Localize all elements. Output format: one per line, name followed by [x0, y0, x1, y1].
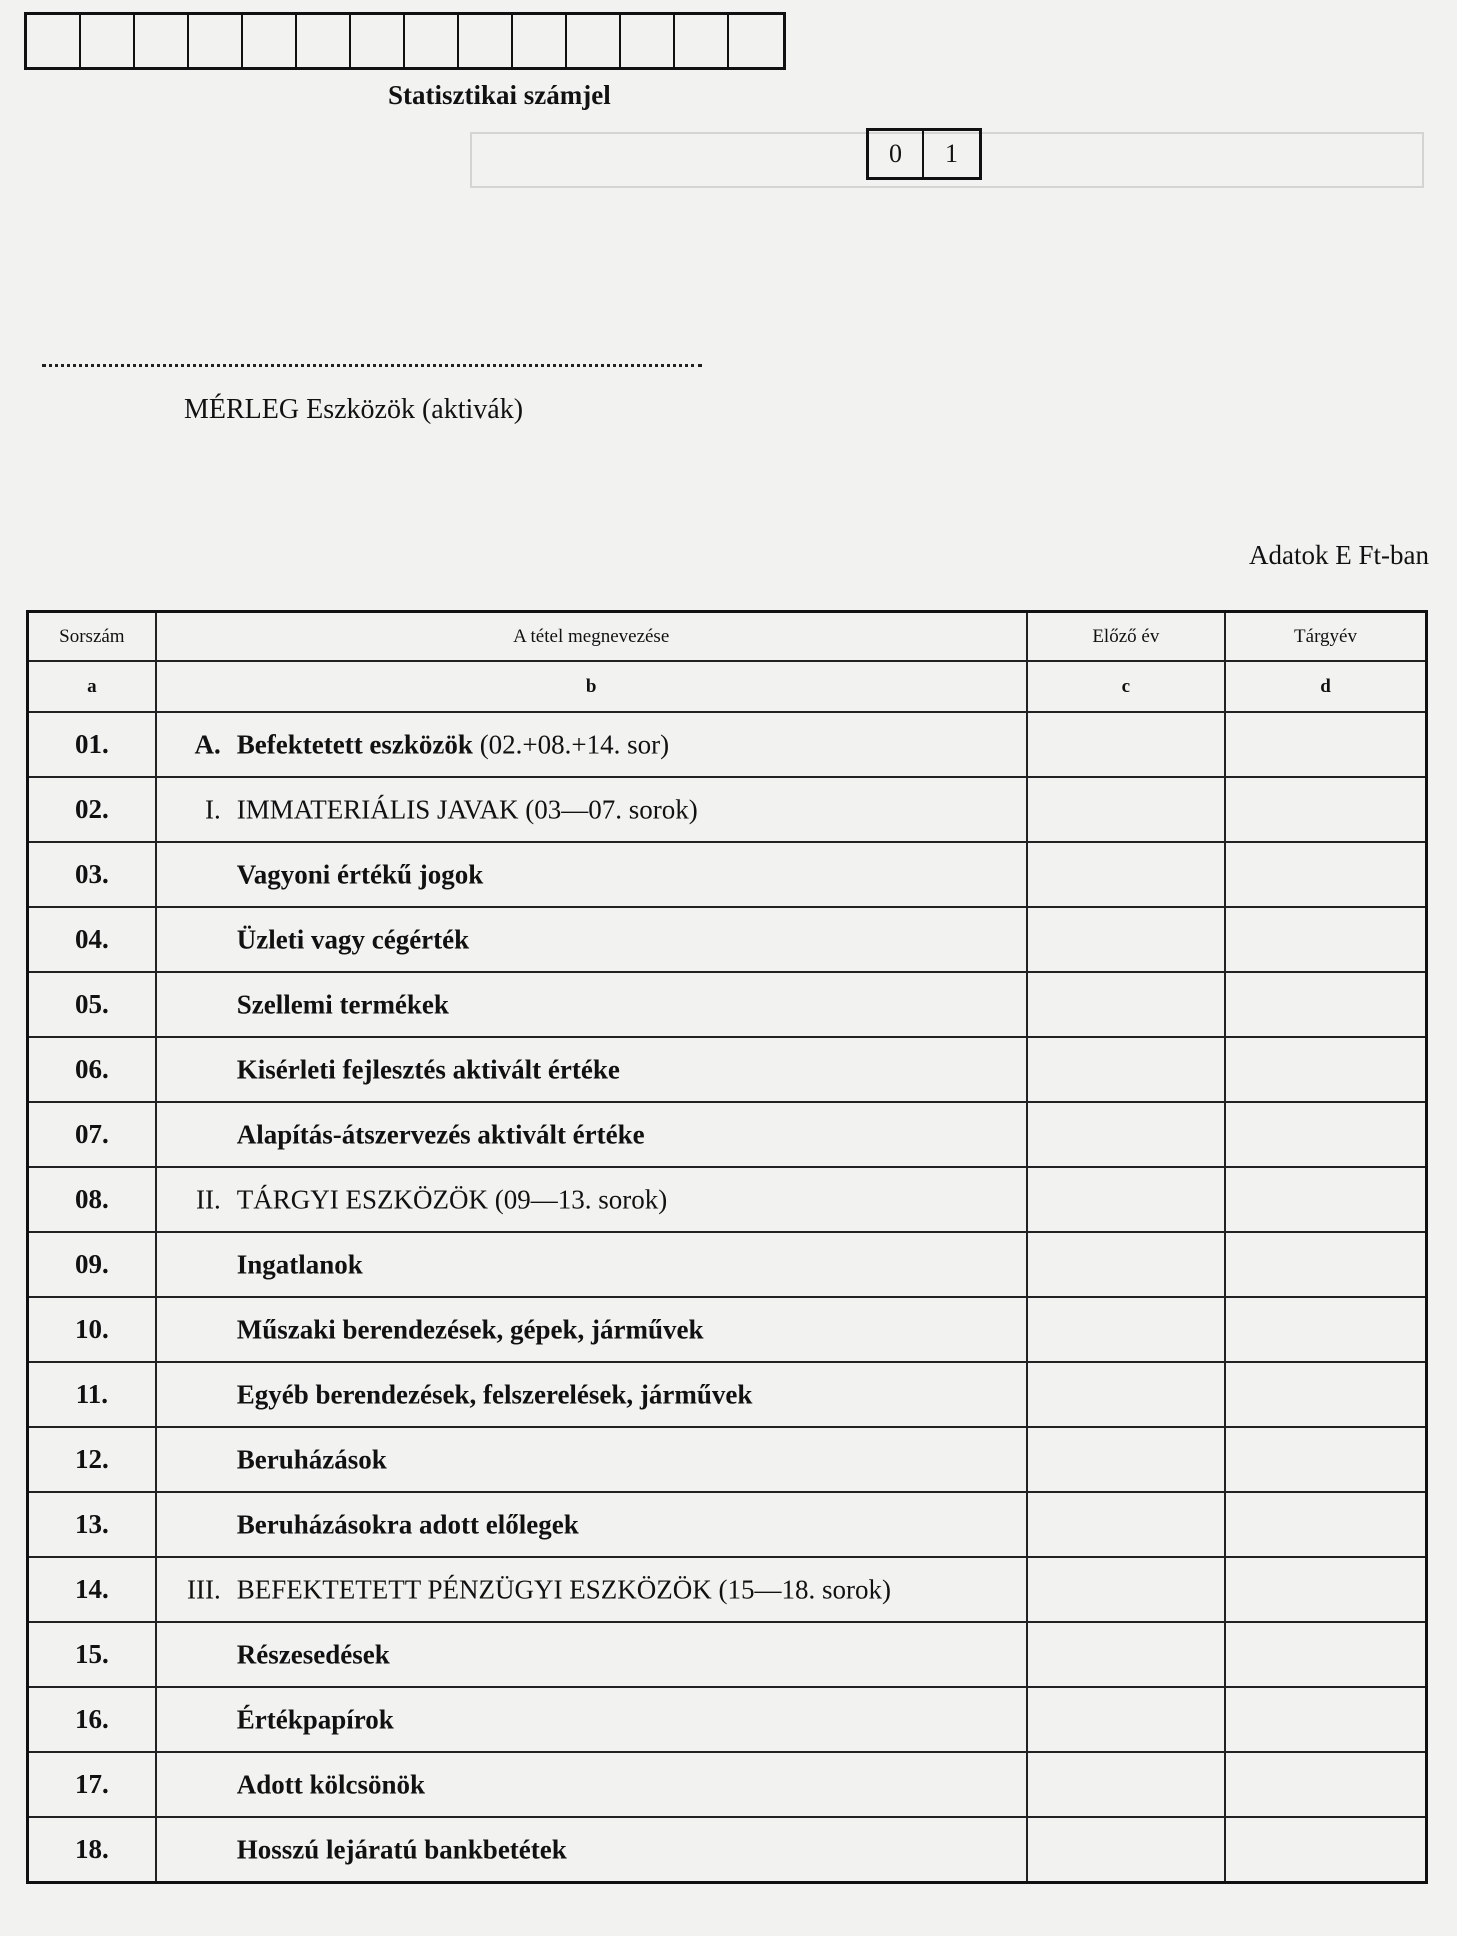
row-number: 18.: [28, 1817, 156, 1883]
row-number: 10.: [28, 1297, 156, 1362]
previous-year-value[interactable]: [1027, 1557, 1225, 1622]
table-row: [28, 712, 1427, 777]
item-label: Befektetett eszközök: [236, 729, 473, 759]
row-number: 11.: [28, 1362, 156, 1427]
item-text: [237, 1834, 567, 1865]
row-number: 13.: [28, 1492, 156, 1557]
current-year-value[interactable]: [1225, 1752, 1426, 1817]
item-name-cell: [156, 1297, 1027, 1362]
company-name-line[interactable]: [42, 364, 702, 367]
row-number: 07.: [28, 1102, 156, 1167]
table-row: [28, 1232, 1427, 1297]
table-row: [28, 1752, 1427, 1817]
statistical-code-label: Statisztikai számjel: [388, 80, 611, 110]
previous-year-value[interactable]: [1027, 1752, 1225, 1817]
row-number: 12.: [28, 1427, 156, 1492]
row-number: 04.: [28, 907, 156, 972]
previous-year-value[interactable]: [1027, 1232, 1225, 1297]
table-row: [28, 972, 1427, 1037]
item-label: IMMATERIÁLIS JAVAK (03—07. sorok): [236, 794, 698, 824]
item-text: [237, 989, 449, 1020]
table-row: [28, 1297, 1427, 1362]
table-row: [28, 1557, 1427, 1622]
header-letter-d: d: [1225, 661, 1426, 712]
previous-year-value[interactable]: [1027, 907, 1225, 972]
header-current-year: Tárgyév: [1225, 612, 1426, 662]
section-marker: II.: [196, 1184, 221, 1214]
table-row: [28, 1167, 1427, 1232]
row-number: 03.: [28, 842, 156, 907]
header-letter-c: c: [1027, 661, 1225, 712]
header-previous-year: Előző év: [1027, 612, 1225, 662]
code-box[interactable]: [351, 15, 405, 67]
code-box[interactable]: [405, 15, 459, 67]
form-number-digit: 1: [945, 139, 958, 168]
item-text: [237, 924, 469, 955]
item-name-cell: [156, 1232, 1027, 1297]
current-year-value[interactable]: [1225, 842, 1426, 907]
item-name-cell: [156, 1427, 1027, 1492]
header-letter-a: a: [28, 661, 156, 712]
item-text: [237, 1509, 579, 1540]
item-text: [237, 1769, 425, 1800]
item-label: Műszaki berendezések, gépek, járművek: [236, 1314, 704, 1344]
item-text: [237, 1314, 704, 1345]
item-name-cell: [156, 907, 1027, 972]
current-year-value[interactable]: [1225, 1687, 1426, 1752]
statistical-code-boxes[interactable]: [24, 12, 786, 70]
item-label-suffix: (02.+08.+14. sor): [472, 729, 670, 759]
previous-year-value[interactable]: [1027, 1167, 1225, 1232]
row-number: 14.: [28, 1557, 156, 1622]
code-box[interactable]: [729, 15, 783, 67]
item-label: BEFEKTETETT PÉNZÜGYI ESZKÖZÖK (15—18. sorok): [236, 1574, 891, 1604]
item-label: Üzleti vagy cégérték: [236, 924, 470, 954]
form-number-digit: 0: [869, 131, 924, 177]
current-year-value[interactable]: [1225, 1232, 1426, 1297]
current-year-value[interactable]: [1225, 907, 1426, 972]
page-title: MÉRLEG Eszközök (aktivák): [184, 394, 524, 425]
code-box[interactable]: [567, 15, 621, 67]
item-name-cell: [156, 1622, 1027, 1687]
item-text: [237, 1184, 667, 1215]
row-number: 08.: [28, 1167, 156, 1232]
item-name-cell: [156, 1557, 1027, 1622]
current-year-value[interactable]: [1225, 1622, 1426, 1687]
item-name-cell: [156, 1817, 1027, 1883]
table-row: [28, 842, 1427, 907]
table-row: [28, 907, 1427, 972]
previous-year-value[interactable]: [1027, 1687, 1225, 1752]
code-box[interactable]: [135, 15, 189, 67]
item-text: [237, 794, 698, 825]
item-label: Értékpapírok: [236, 1704, 394, 1734]
table-row: [28, 1362, 1427, 1427]
item-name-cell: [156, 1037, 1027, 1102]
header-item-name: A tétel megnevezése: [156, 612, 1027, 662]
row-number: 16.: [28, 1687, 156, 1752]
table-row: [28, 1102, 1427, 1167]
form-number-boxes: [866, 128, 982, 180]
item-text: [237, 1639, 390, 1670]
item-label: Beruházásokra adott előlegek: [236, 1509, 579, 1539]
previous-year-value[interactable]: [1027, 1817, 1225, 1883]
item-label: Alapítás-átszervezés aktivált értéke: [236, 1119, 645, 1149]
item-name-cell: [156, 777, 1027, 842]
current-year-value[interactable]: [1225, 1297, 1426, 1362]
item-label: Hosszú lejáratú bankbetétek: [236, 1834, 567, 1864]
row-number: 02.: [28, 777, 156, 842]
table-row: [28, 1817, 1427, 1883]
item-text: [237, 1119, 645, 1150]
previous-year-value[interactable]: [1027, 972, 1225, 1037]
code-box[interactable]: [297, 15, 351, 67]
code-box[interactable]: [81, 15, 135, 67]
item-name-cell: [156, 1167, 1027, 1232]
item-label: Kisérleti fejlesztés aktivált értéke: [236, 1054, 620, 1084]
code-box[interactable]: [675, 15, 729, 67]
unit-note: Adatok E Ft-ban: [1249, 540, 1429, 570]
section-marker: I.: [205, 794, 221, 824]
section-marker: A.: [194, 729, 221, 759]
item-name-cell: [156, 1102, 1027, 1167]
item-name-cell: [156, 1687, 1027, 1752]
previous-year-value[interactable]: [1027, 1037, 1225, 1102]
current-year-value[interactable]: [1225, 777, 1426, 842]
item-label: Adott kölcsönök: [236, 1769, 426, 1799]
item-text: [237, 1704, 394, 1735]
item-label: Beruházások: [236, 1444, 387, 1474]
table-row: [28, 1622, 1427, 1687]
current-year-value[interactable]: [1225, 972, 1426, 1037]
previous-year-value[interactable]: [1027, 1622, 1225, 1687]
code-box[interactable]: [513, 15, 567, 67]
item-text: [237, 1249, 363, 1280]
item-text: [237, 1054, 620, 1085]
code-box[interactable]: [621, 15, 675, 67]
item-label: Részesedések: [236, 1639, 390, 1669]
current-year-value[interactable]: [1225, 1817, 1426, 1883]
current-year-value[interactable]: [1225, 1492, 1426, 1557]
item-label: Szellemi termékek: [236, 989, 449, 1019]
previous-year-value[interactable]: [1027, 1362, 1225, 1427]
previous-year-value[interactable]: [1027, 1492, 1225, 1557]
item-text: [237, 859, 484, 890]
item-name-cell: [156, 1362, 1027, 1427]
header-letter-b: b: [156, 661, 1027, 712]
previous-year-value[interactable]: [1027, 842, 1225, 907]
header-sorszam: Sorszám: [28, 612, 156, 662]
table-row: [28, 1427, 1427, 1492]
previous-year-value[interactable]: [1027, 712, 1225, 777]
item-text: [237, 729, 669, 760]
code-box[interactable]: [459, 15, 513, 67]
previous-year-value[interactable]: [1027, 1297, 1225, 1362]
item-text: [237, 1379, 753, 1410]
item-name-cell: [156, 842, 1027, 907]
item-name-cell: [156, 712, 1027, 777]
previous-year-value[interactable]: [1027, 1427, 1225, 1492]
row-number: 17.: [28, 1752, 156, 1817]
item-text: [237, 1574, 891, 1605]
balance-sheet-table: [26, 610, 1428, 1884]
item-label: Egyéb berendezések, felszerelések, járművek: [236, 1379, 753, 1409]
table-row: [28, 1687, 1427, 1752]
table-row: [28, 777, 1427, 842]
row-number: 01.: [28, 712, 156, 777]
code-box[interactable]: [243, 15, 297, 67]
item-name-cell: [156, 972, 1027, 1037]
item-name-cell: [156, 1752, 1027, 1817]
code-box[interactable]: [27, 15, 81, 67]
previous-year-value[interactable]: [1027, 1102, 1225, 1167]
current-year-value[interactable]: [1225, 1102, 1426, 1167]
item-label: TÁRGYI ESZKÖZÖK (09—13. sorok): [236, 1184, 668, 1214]
row-number: 15.: [28, 1622, 156, 1687]
table-row: [28, 1037, 1427, 1102]
current-year-value[interactable]: [1225, 1167, 1426, 1232]
row-number: 09.: [28, 1232, 156, 1297]
section-marker: III.: [187, 1574, 221, 1604]
item-label: Vagyoni értékű jogok: [236, 859, 484, 889]
current-year-value[interactable]: [1225, 712, 1426, 777]
row-number: 05.: [28, 972, 156, 1037]
current-year-value[interactable]: [1225, 1037, 1426, 1102]
current-year-value[interactable]: [1225, 1557, 1426, 1622]
current-year-value[interactable]: [1225, 1427, 1426, 1492]
previous-year-value[interactable]: [1027, 777, 1225, 842]
row-number: 06.: [28, 1037, 156, 1102]
code-box[interactable]: [189, 15, 243, 67]
item-text: [237, 1444, 387, 1475]
table-row: [28, 1492, 1427, 1557]
item-name-cell: [156, 1492, 1027, 1557]
item-label: Ingatlanok: [236, 1249, 363, 1279]
current-year-value[interactable]: [1225, 1362, 1426, 1427]
